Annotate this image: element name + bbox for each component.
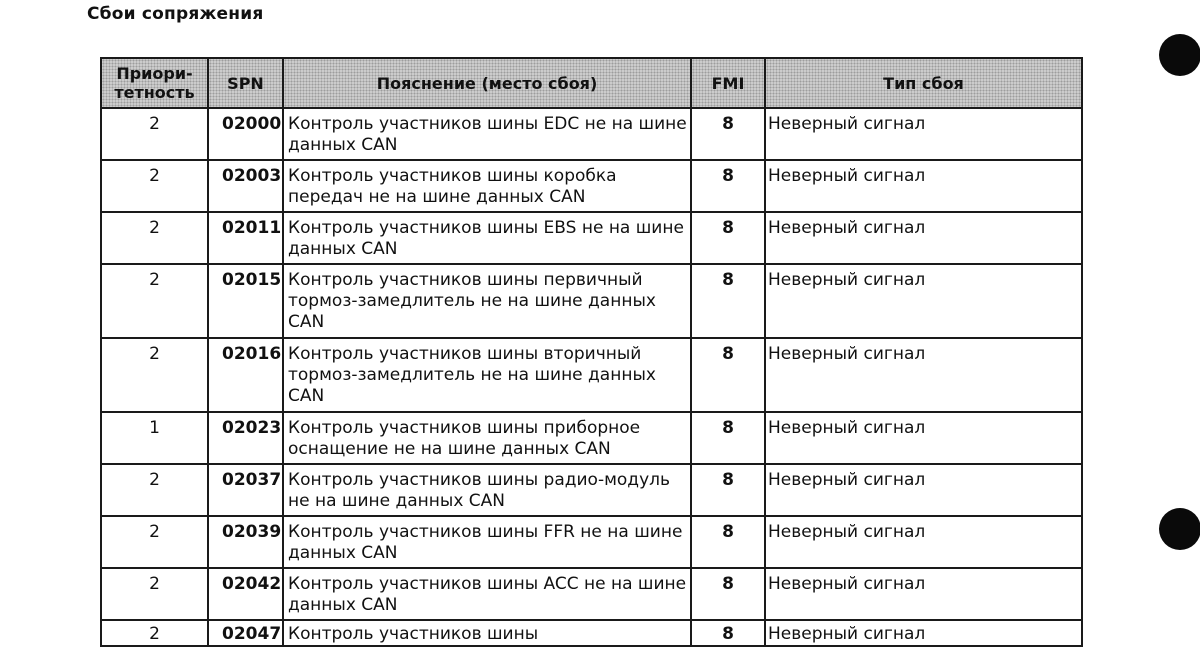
cell-spn: 02037 <box>208 464 283 516</box>
cell-description: Контроль участников шины приборное оснащение не на шине данных CAN <box>283 412 691 464</box>
cell-fault-type: Неверный сигнал <box>765 264 1082 338</box>
page-title: Сбои сопряжения <box>87 4 264 24</box>
table-row <box>101 108 1082 160</box>
cell-priority: 1 <box>101 412 208 464</box>
table-row <box>101 338 1082 412</box>
cell-fmi: 8 <box>691 620 765 646</box>
cell-fault-type: Неверный сигнал <box>765 108 1082 160</box>
cell-fmi: 8 <box>691 568 765 620</box>
table-row <box>101 160 1082 212</box>
table-row <box>101 464 1082 516</box>
cell-priority: 2 <box>101 264 208 338</box>
cell-fmi: 8 <box>691 212 765 264</box>
cell-description: Контроль участников шины коробка передач не на шине данных CAN <box>283 160 691 212</box>
cell-spn: 02047 <box>208 620 283 646</box>
cell-spn: 02011 <box>208 212 283 264</box>
cell-spn: 02039 <box>208 516 283 568</box>
cell-fmi: 8 <box>691 264 765 338</box>
cell-spn: 02023 <box>208 412 283 464</box>
table-row <box>101 212 1082 264</box>
cell-priority: 2 <box>101 516 208 568</box>
cell-fault-type: Неверный сигнал <box>765 338 1082 412</box>
cell-spn: 02016 <box>208 338 283 412</box>
cell-fault-type: Неверный сигнал <box>765 212 1082 264</box>
punch-hole-bottom <box>1159 508 1200 550</box>
cell-spn: 02000 <box>208 108 283 160</box>
cell-fault-type: Неверный сигнал <box>765 516 1082 568</box>
header-fmi: FMI <box>691 58 765 108</box>
table-row <box>101 620 1082 646</box>
cell-spn: 02015 <box>208 264 283 338</box>
cell-fault-type: Неверный сигнал <box>765 620 1082 646</box>
table-row <box>101 412 1082 464</box>
cell-description: Контроль участников шины <box>283 620 691 646</box>
header-fault-type: Тип сбоя <box>765 58 1082 108</box>
cell-description: Контроль участников шины вторичный тормоз-замедлитель не на шине данных CAN <box>283 338 691 412</box>
cell-fault-type: Неверный сигнал <box>765 568 1082 620</box>
interface-faults-table <box>100 57 1083 647</box>
cell-description: Контроль участников шины первичный тормоз-замедлитель не на шине данных CAN <box>283 264 691 338</box>
cell-priority: 2 <box>101 338 208 412</box>
cell-fmi: 8 <box>691 464 765 516</box>
cell-fmi: 8 <box>691 412 765 464</box>
cell-fault-type: Неверный сигнал <box>765 412 1082 464</box>
cell-fmi: 8 <box>691 160 765 212</box>
cell-description: Контроль участников шины радио-модуль не на шине данных CAN <box>283 464 691 516</box>
cell-description: Контроль участников шины EDC не на шине данных CAN <box>283 108 691 160</box>
cell-priority: 2 <box>101 464 208 516</box>
cell-fmi: 8 <box>691 516 765 568</box>
punch-hole-top <box>1159 34 1200 76</box>
table-header-row <box>101 58 1082 108</box>
header-description: Пояснение (место сбоя) <box>283 58 691 108</box>
header-spn: SPN <box>208 58 283 108</box>
cell-description: Контроль участников шины FFR не на шине данных CAN <box>283 516 691 568</box>
cell-priority: 2 <box>101 212 208 264</box>
cell-priority: 2 <box>101 160 208 212</box>
cell-description: Контроль участников шины ACC не на шине данных CAN <box>283 568 691 620</box>
cell-spn: 02003 <box>208 160 283 212</box>
cell-priority: 2 <box>101 620 208 646</box>
cell-spn: 02042 <box>208 568 283 620</box>
header-priority: Приори-тетность <box>101 58 208 108</box>
cell-description: Контроль участников шины EBS не на шине данных CAN <box>283 212 691 264</box>
cell-fmi: 8 <box>691 108 765 160</box>
table-row <box>101 264 1082 338</box>
cell-priority: 2 <box>101 108 208 160</box>
cell-fault-type: Неверный сигнал <box>765 160 1082 212</box>
cell-fault-type: Неверный сигнал <box>765 464 1082 516</box>
table-row <box>101 516 1082 568</box>
cell-fmi: 8 <box>691 338 765 412</box>
cell-priority: 2 <box>101 568 208 620</box>
table-row <box>101 568 1082 620</box>
